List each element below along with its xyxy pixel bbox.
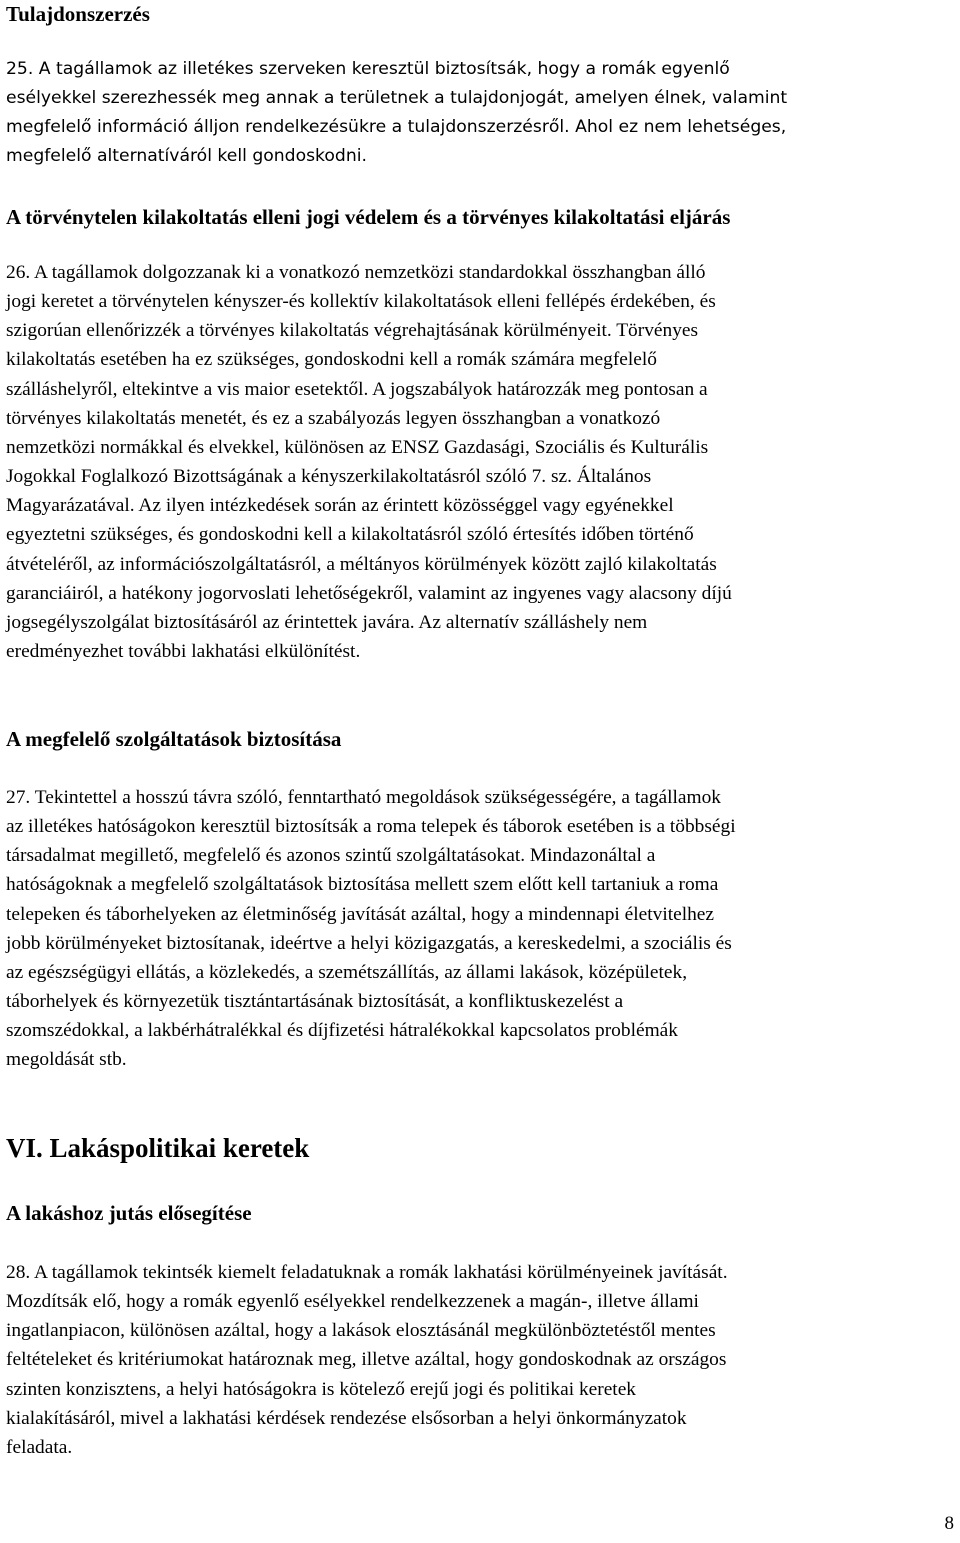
paragraph-28 — [6, 1258, 956, 1462]
section-heading-kilakoltatas: A törvénytelen kilakoltatás elleni jogi védelem és a törvényes kilakoltatási eljárás — [6, 205, 731, 229]
text-line: feltételeket és kritériumokat határoznak meg, illetve azáltal, hogy gondoskodnak az országos — [6, 1349, 727, 1371]
paragraph-26 — [6, 258, 956, 666]
text-line: 25. A tagállamok az illetékes szerveken keresztül biztosítsák, hogy a romák egyenlő — [6, 59, 730, 79]
text-line: jogi keretet a törvénytelen kényszer-és kollektív kilakoltatások elleni fellépés érdekében, és — [6, 291, 716, 313]
text-line: társadalmat megillető, megfelelő és azonos szintű szolgáltatásokat. Mindazonáltal a — [6, 845, 656, 867]
text-line: Jogokkal Foglalkozó Bizottságának a kényszerkilakoltatásról szóló 7. sz. Általános — [6, 466, 652, 488]
section-heading-szolgaltatasok: A megfelelő szolgáltatások biztosítása — [6, 727, 342, 751]
text-line: feladata. — [6, 1436, 73, 1458]
text-line: megoldását stb. — [6, 1049, 127, 1071]
text-line: hatóságoknak a megfelelő szolgáltatások biztosítása mellett szem előtt kell tartaniuk a roma — [6, 874, 719, 896]
text-line: jogsegélyszolgálat biztosításáról az érintettek javára. Az alternatív szálláshely nem — [6, 611, 648, 633]
chapter-title: VI. Lakáspolitikai keretek — [6, 1133, 310, 1163]
text-line: egyeztetni szükséges, és gondoskodni kell a kilakoltatásról szóló értesítés időben történő — [6, 524, 694, 546]
text-line: jobb körülményeket biztosítanak, ideértve a helyi közigazgatás, a kereskedelmi, a szociális és — [6, 932, 732, 954]
text-line: nemzetközi normákkal és elvekkel, különösen az ENSZ Gazdasági, Szociális és Kulturális — [6, 436, 709, 458]
text-line: törvényes kilakoltatás menetét, és ez a szabályozás legyen összhangban a vonatkozó — [6, 407, 661, 429]
paragraph-25 — [6, 55, 956, 171]
text-line: szinten konzisztens, a helyi hatóságokra is kötelező erejű jogi és politikai keretek — [6, 1378, 636, 1400]
text-line: ingatlanpiacon, különösen azáltal, hogy a lakások elosztásánál megkülönböztetéstől mentes — [6, 1320, 716, 1342]
text-line: eredményezhet további lakhatási elkülönítést. — [6, 641, 361, 663]
text-line: az egészségügyi ellátás, a közlekedés, a szemétszállítás, az állami lakások, középületek, — [6, 961, 688, 983]
text-line: kilakoltatás esetében ha ez szükséges, gondoskodni kell a romák számára megfelelő — [6, 349, 657, 371]
text-line: szigorúan ellenőrizzék a törvényes kilakoltatás végrehajtásának körülményeit. Törvényes — [6, 320, 699, 342]
text-line: szomszédokkal, a lakbérhátralékkal és díjfizetési hátralékokkal kapcsolatos problémák — [6, 1020, 678, 1042]
text-line: garanciáiról, a hatékony jogorvoslati lehetőségekről, valamint az ingyenes vagy alacsony díjú — [6, 582, 732, 604]
section-heading-lakashoz-jutas: A lakáshoz jutás elősegítése — [6, 1201, 252, 1225]
text-line: az illetékes hatóságokon keresztül biztosítsák a roma telepek és táborok esetében is a többségi — [6, 816, 736, 838]
text-line: esélyekkel szerezhessék meg annak a területnek a tulajdonjogát, amelyen élnek, valamint — [6, 88, 788, 108]
paragraph-27 — [6, 783, 956, 1075]
text-line: megfelelő alternatíváról kell gondoskodni. — [6, 146, 367, 166]
page-number: 8 — [944, 1513, 954, 1534]
text-line: Magyarázatával. Az ilyen intézkedések során az érintett közösséggel vagy egyénekkel — [6, 495, 674, 517]
section-heading-tulajdonszerzes: Tulajdonszerzés — [6, 2, 150, 26]
text-line: táborhelyek és környezetük tisztántartásának biztosítását, a konfliktuskezelést a — [6, 991, 624, 1013]
text-line: 26. A tagállamok dolgozzanak ki a vonatkozó nemzetközi standardokkal összhangban álló — [6, 262, 706, 283]
text-line: 27. Tekintettel a hosszú távra szóló, fenntartható megoldások szükségességére, a tagállamok — [6, 787, 721, 808]
text-line: telepeken és táborhelyeken az életminőség javítását azáltal, hogy a mindennapi életvitelhez — [6, 903, 714, 925]
text-line: megfelelő információ álljon rendelkezésükre a tulajdonszerzésről. Ahol ez nem lehetséges, — [6, 117, 787, 137]
text-line: kialakításáról, mivel a lakhatási kérdések rendezése elsősorban a helyi önkormányzatok — [6, 1407, 687, 1429]
text-line: 28. A tagállamok tekintsék kiemelt feladatuknak a romák lakhatási körülményeinek javítását. — [6, 1262, 728, 1283]
text-line: szálláshelyről, eltekintve a vis maior esetektől. A jogszabályok határozzák meg pontosan a — [6, 378, 708, 400]
text-line: Mozdítsák elő, hogy a romák egyenlő esélyekkel rendelkezzenek a magán-, illetve állami — [6, 1291, 699, 1313]
text-line: átvételéről, az információszolgáltatásról, a méltányos körülmények között zajló kilakoltatás — [6, 553, 717, 575]
